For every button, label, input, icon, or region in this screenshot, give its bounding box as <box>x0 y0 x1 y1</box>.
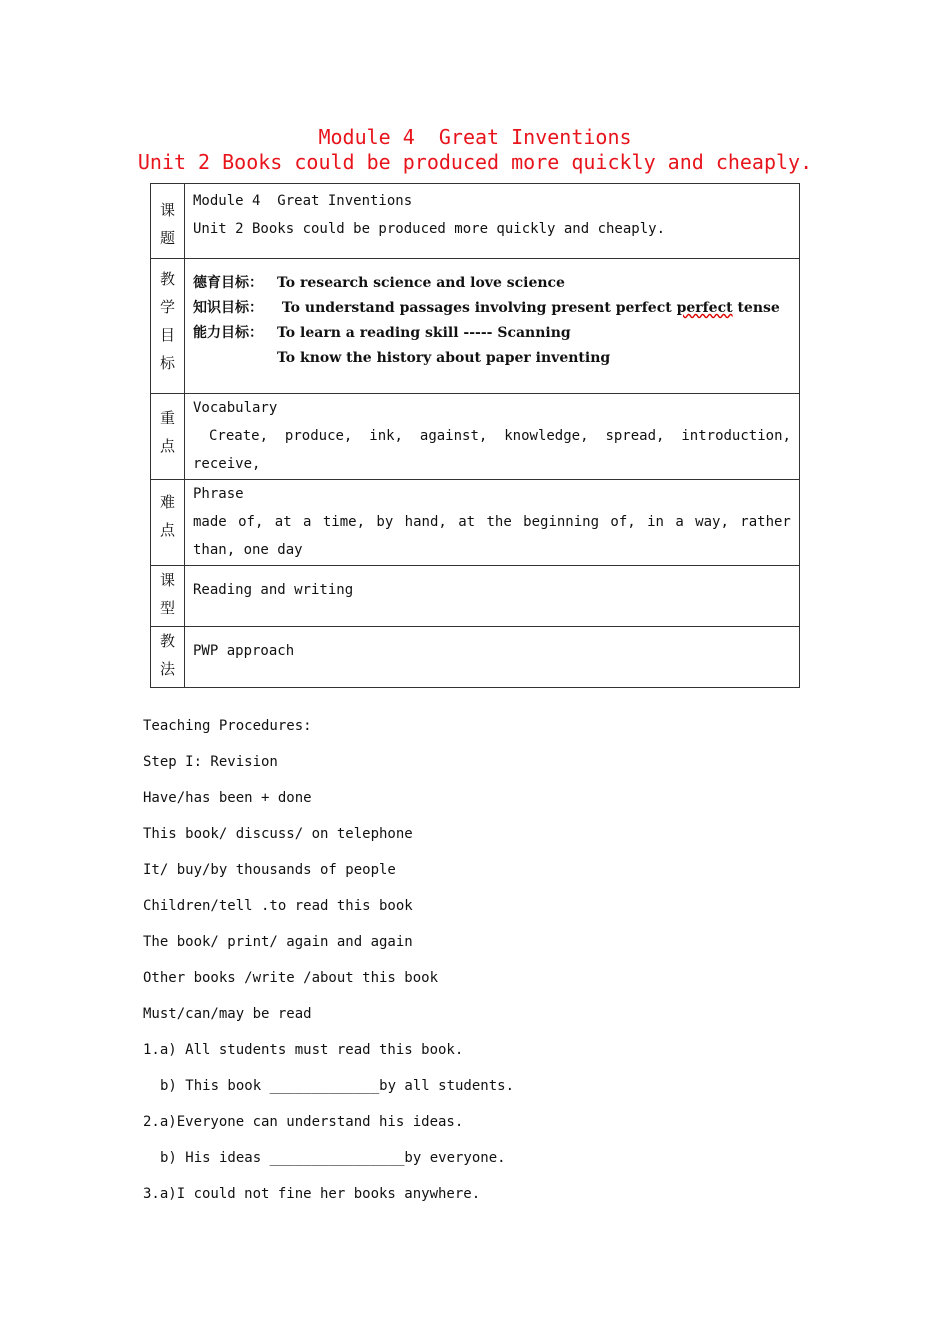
procedure-line: It/ buy/by thousands of people <box>143 862 396 878</box>
objectives-cell <box>185 259 800 394</box>
topic-line-1: Module 4 Great Inventions <box>193 193 413 209</box>
phrase-list: made of, at a time, by hand, at the beginning of, in a way, rather <box>193 514 791 530</box>
exercise-line: 1.a) All students must read this book. <box>143 1042 464 1058</box>
exercise-blank-line: b) This book _____________by all students. <box>160 1078 515 1094</box>
vocabulary-list: Create, produce, ink, against, knowledge, spread, introduction, <box>209 428 791 444</box>
table-row-topic <box>151 184 800 259</box>
lesson-type-cell: Reading and writing <box>185 566 800 627</box>
key-points-cell <box>185 394 800 480</box>
table-row-lesson-type <box>151 566 800 627</box>
table-row-objectives <box>151 259 800 394</box>
vocabulary-heading: Vocabulary <box>193 400 278 416</box>
page-subtitle: Unit 2 Books could be produced more quickly and cheaply. <box>137 150 813 174</box>
procedure-line: Have/has been + done <box>143 790 312 806</box>
table-row-difficulties <box>151 480 800 566</box>
phrase-last: than, one day <box>193 542 303 558</box>
ability-objective: 能力目标： To learn a reading skill ----- Scanning <box>193 325 571 341</box>
moral-objective: 德育目标： To research science and love science <box>193 275 565 291</box>
knowledge-objective: 知识目标： To understand passages involving present perfect perfect tense <box>193 300 780 316</box>
label-key-points: 重 点 <box>151 394 185 480</box>
teaching-procedures <box>143 715 823 1219</box>
topic-line-2: Unit 2 Books could be produced more quickly and cheaply. <box>193 221 666 237</box>
procedure-line: This book/ discuss/ on telephone <box>143 826 413 842</box>
method-cell: PWP approach <box>185 627 800 688</box>
exercise-line: 2.a)Everyone can understand his ideas. <box>143 1114 464 1130</box>
lesson-plan-table <box>150 183 800 688</box>
exercise-line: 3.a)I could not fine her books anywhere. <box>143 1186 481 1202</box>
procedure-line: The book/ print/ again and again <box>143 934 413 950</box>
label-topic: 课 题 <box>151 184 185 259</box>
procedure-line: Children/tell .to read this book <box>143 898 413 914</box>
exercise-blank-line: b) His ideas ________________by everyone. <box>160 1150 506 1166</box>
procedure-line: Other books /write /about this book <box>143 970 439 986</box>
table-row-method <box>151 627 800 688</box>
label-lesson-type: 课 型 <box>151 566 185 627</box>
ability-objective-2: To know the history about paper inventing <box>277 350 611 366</box>
topic-cell <box>185 184 800 259</box>
page-title: Module 4 Great Inventions <box>318 125 632 149</box>
label-method: 教 法 <box>151 627 185 688</box>
procedure-line: Must/can/may be read <box>143 1006 312 1022</box>
phrase-heading: Phrase <box>193 486 244 502</box>
difficulties-cell <box>185 480 800 566</box>
procedure-line: Teaching Procedures: <box>143 718 312 734</box>
table-row-key-points <box>151 394 800 480</box>
vocabulary-last: receive, <box>193 456 261 472</box>
label-objectives: 教 学 目 标 <box>151 259 185 394</box>
procedure-line: Step I: Revision <box>143 754 278 770</box>
label-difficulties: 难 点 <box>151 480 185 566</box>
